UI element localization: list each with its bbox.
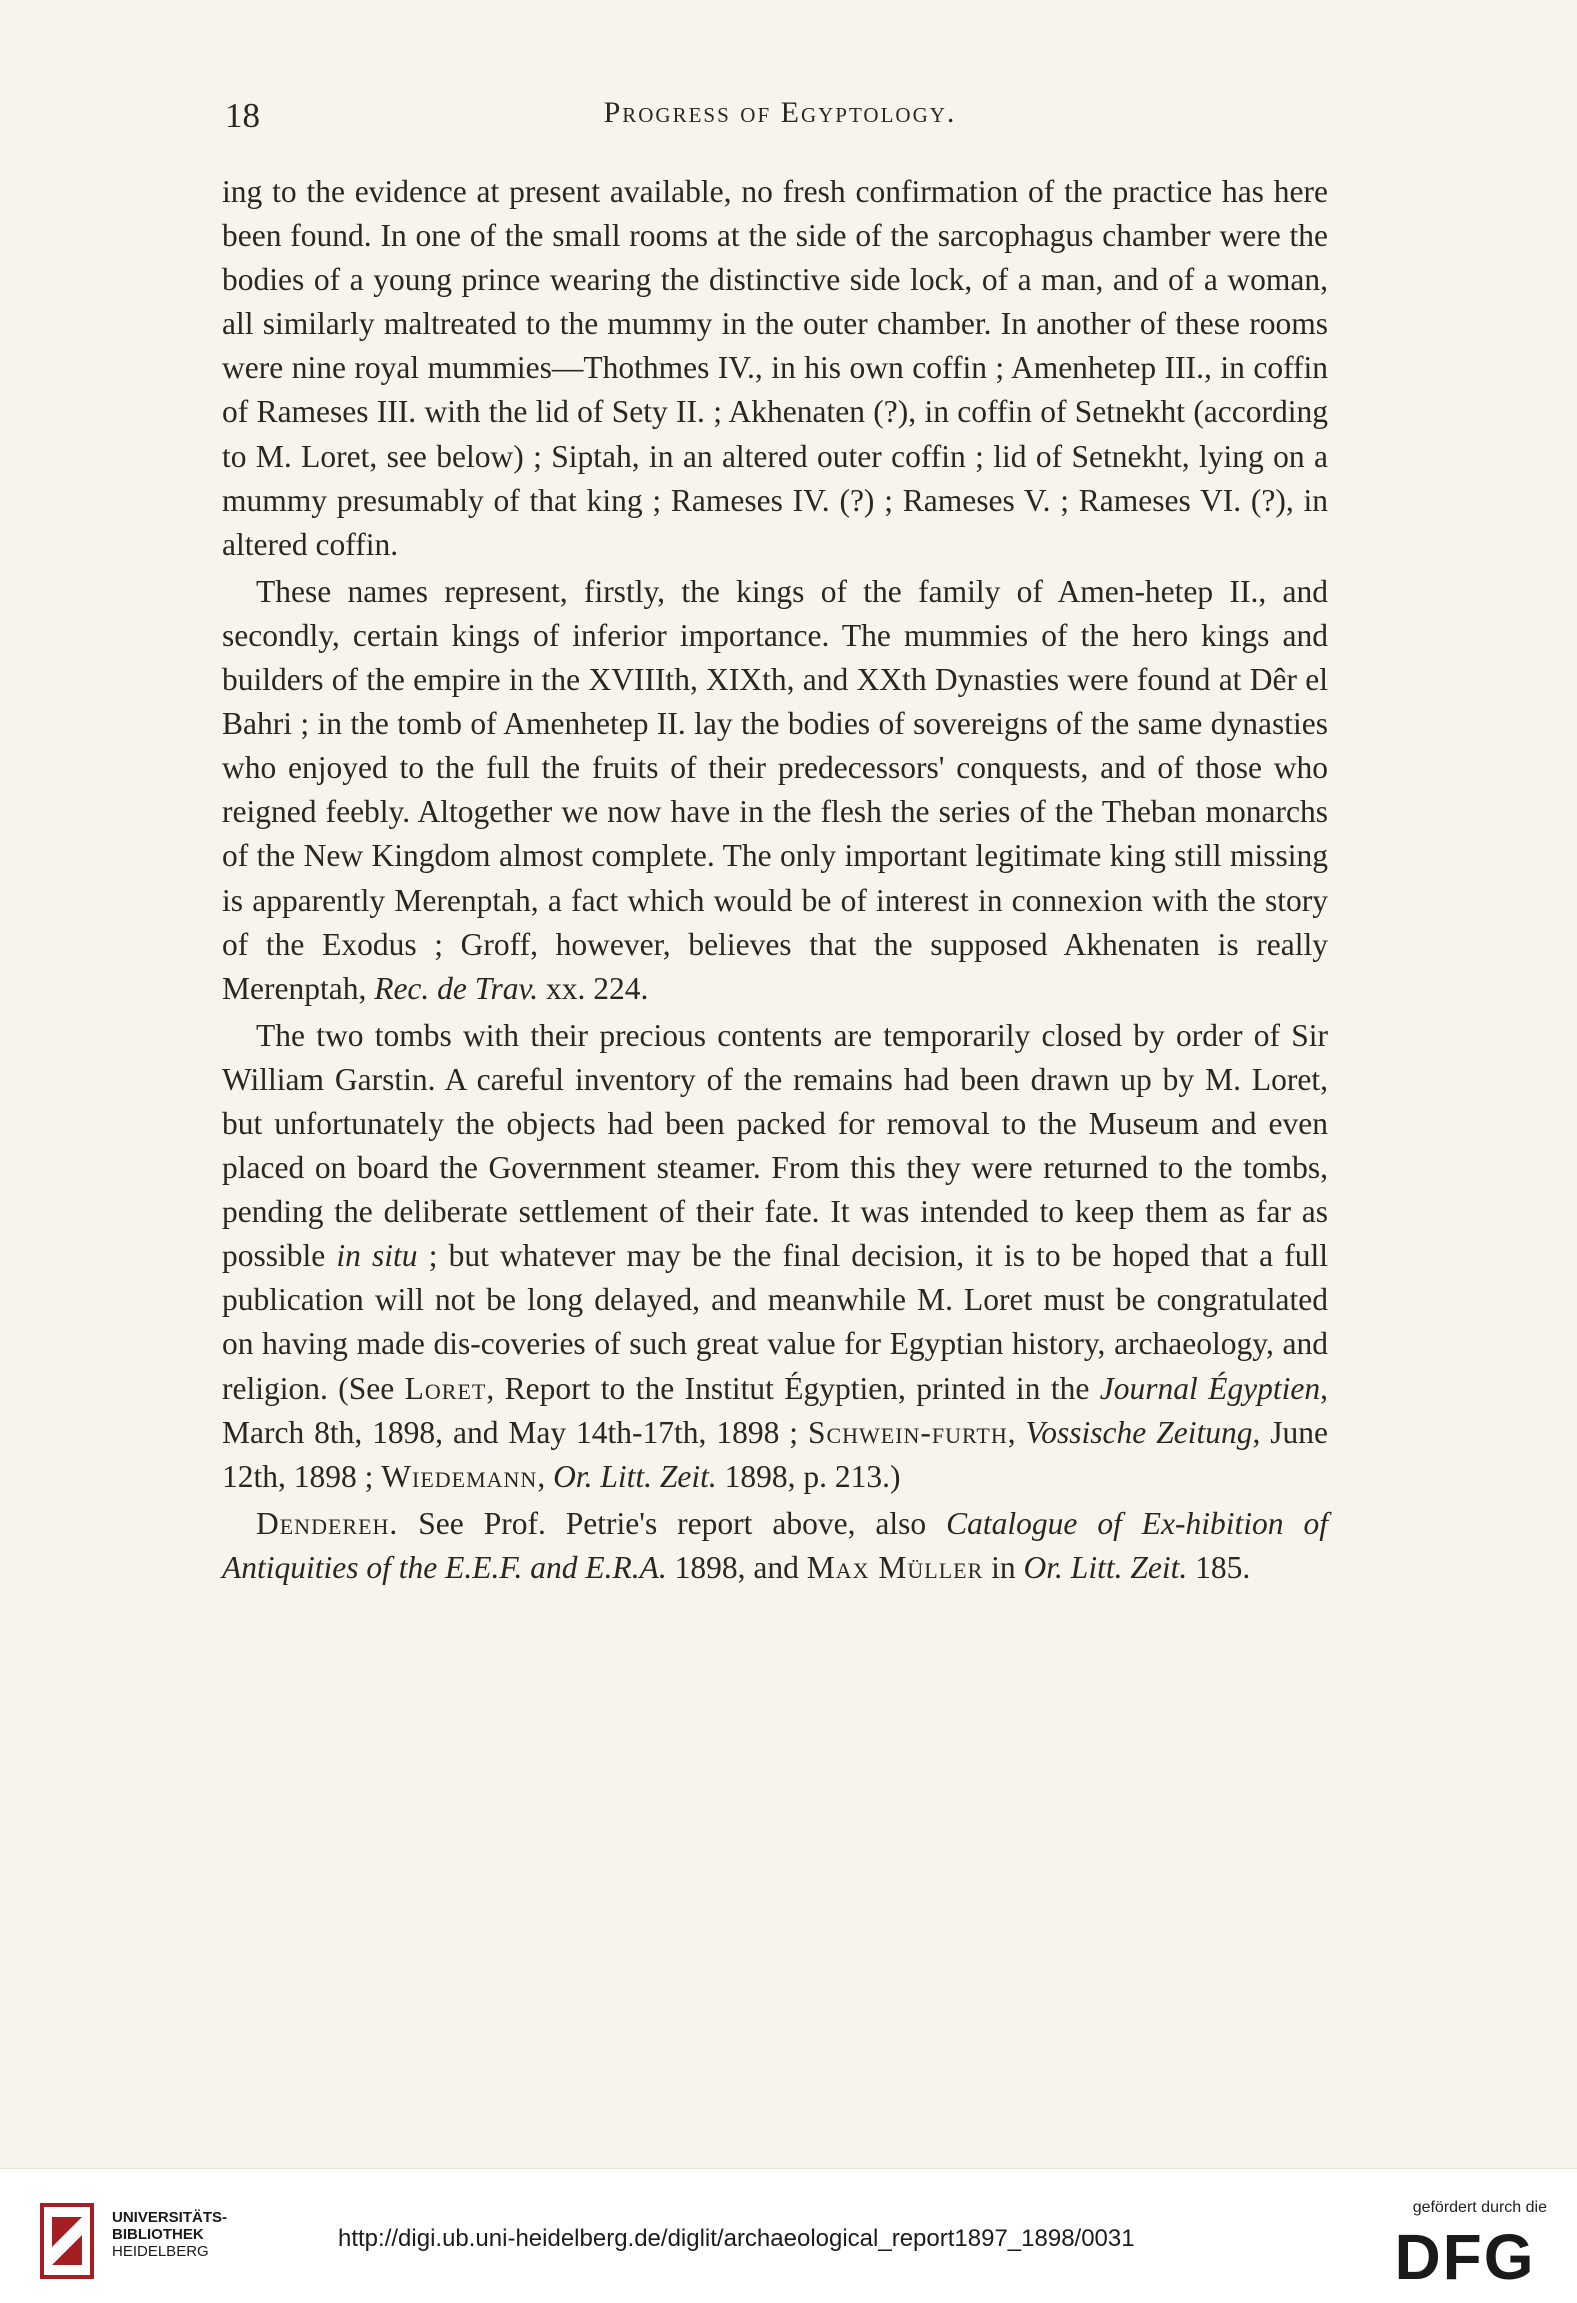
p4-or-litt-zeit: Or. Litt. Zeit. [1023, 1549, 1188, 1585]
p3-author-loret: Loret [404, 1370, 487, 1406]
logo-line-3: HEIDELBERG [112, 2243, 209, 2260]
p3-text-5: , [1007, 1414, 1026, 1450]
logo-line-1: UNIVERSITÄTS- [112, 2209, 228, 2226]
paragraph-2-text: These names represent, firstly, the kings of the family of Amen-hetep II., and secondly, certain kings of inferior importance. The mummies of the hero kings and builders of the empire in the XVIIIth, XIXth, and XXth Dynasties were found at Dêr el Bahri ; in the tomb of Amenhetep II. lay the bodies of sovereigns of the same dynasties who enjoyed to the full the fruits of their predecessors' conquests, and of those who reigned feebly. Altogether we now have in the flesh the series of the Theban monarchs of the New Kingdom almost complete. The only important legitimate king still missing is apparently Merenptah, a fact which would be of interest in connexion with the story of the Exodus ; Groff, however, believes that the supposed Akhenaten is really Merenptah, [222, 573, 1328, 1006]
reference-page: xx. 224. [538, 970, 649, 1006]
funded-by-label: gefördert durch die [1412, 2199, 1547, 2216]
p4-dendereh: Dendereh. [256, 1505, 399, 1541]
page-number: 18 [225, 96, 260, 135]
p4-text-2: 1898, and [666, 1549, 807, 1585]
p4-text-4: 185. [1187, 1549, 1251, 1585]
paragraph-4 [222, 1502, 1328, 1590]
p3-text-2: ; but whatever may be the final decision, it is to be hoped that a full publication will not be long delayed, and meanwhile M. Loret must be congratulated on having made dis-coveries of such great value for Egyptian history, archaeology, and religion. (See [222, 1238, 1328, 1406]
p3-in-situ: in situ [336, 1238, 418, 1274]
university-library-logo-icon [40, 2203, 94, 2279]
source-url-link[interactable]: http://digi.ub.uni-heidelberg.de/diglit/archaeological_report1897_1898/0031 [338, 2225, 1135, 2252]
p4-catalogue: Catalogue of Ex-hibition of Antiquities of the E.E.F. and E.R.A. [222, 1505, 1328, 1585]
p3-text-6: , June 12th, 1898 ; [222, 1414, 1328, 1494]
p4-text-1: See Prof. Petrie's report above, also [398, 1505, 947, 1541]
p3-journal-egyptien: Journal Égyptien [1099, 1370, 1321, 1406]
reference-rec-de-trav: Rec. de Trav. [374, 970, 539, 1006]
p3-vossische-zeitung: Vossische Zeitung [1025, 1414, 1253, 1450]
body-text [222, 170, 1328, 1590]
p3-author-schweinfurth: Schwein-furth [807, 1414, 1008, 1450]
p3-text-8: 1898, p. 213.) [716, 1458, 901, 1494]
dfg-logo-text: DFG [1394, 2225, 1536, 2287]
paragraph-1: ing to the evidence at present available, no fresh confirmation of the practice has here been found. In one of the small rooms at the side of the sarcophagus chamber were the bodies of a young prince wearing the distinctive side lock, of a man, and of a woman, all similarly maltreated to the mummy in the outer chamber. In another of these rooms were nine royal mummies—Thothmes IV., in his own coffin ; Amenhetep III., in coffin of Rameses III. with the lid of Sety II. ; Akhenaten (?), in coffin of Setnekht (according to M. Loret, see below) ; Siptah, in an altered outer coffin ; lid of Setnekht, lying on a mummy presumably of that king ; Rameses IV. (?) ; Rameses V. ; Rameses VI. (?), in altered coffin. [222, 174, 1328, 562]
paragraph-2 [222, 570, 1328, 1011]
logo-line-2: BIBLIOTHEK [112, 2226, 204, 2243]
p3-author-wiedemann: Wiedemann [381, 1458, 538, 1494]
p4-author-max-muller: Max Müller [806, 1549, 984, 1585]
p3-text-3: , Report to the Institut Égyptien, printed in the [486, 1370, 1100, 1406]
p3-text-4: , March 8th, 1898, and May 14th-17th, 1898 ; [222, 1370, 1328, 1450]
digitization-footer [0, 2168, 1577, 2303]
running-head: Progress of Egyptology. [603, 96, 957, 129]
university-library-name [112, 2209, 227, 2260]
p4-text-3: in [983, 1549, 1024, 1585]
p3-text-7: , [537, 1458, 554, 1494]
p3-or-litt-zeit: Or. Litt. Zeit. [553, 1458, 717, 1494]
paragraph-3 [222, 1014, 1328, 1499]
page-header [225, 96, 1335, 136]
p3-text-1: The two tombs with their precious contents are temporarily closed by order of Sir William Garstin. A careful inventory of the remains had been drawn up by M. Loret, but unfortunately the objects had been packed for removal to the Museum and even placed on board the Government steamer. From this they were returned to the tombs, pending the deliberate settlement of their fate. It was intended to keep them as far as possible [222, 1017, 1328, 1274]
dfg-logo-icon [1385, 2225, 1545, 2287]
